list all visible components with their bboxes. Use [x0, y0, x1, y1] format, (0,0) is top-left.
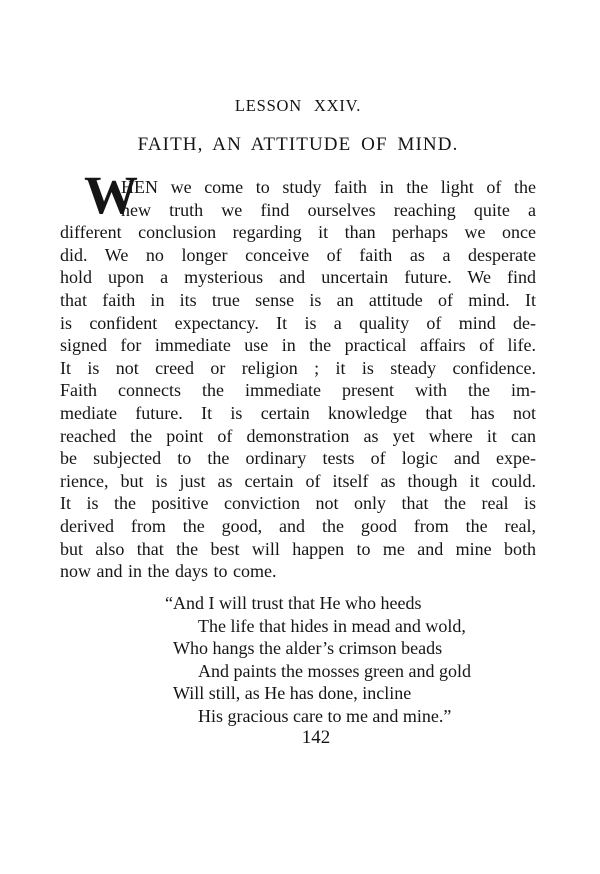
text-line: signed for immediate use in the practical affairs of life.: [60, 335, 536, 356]
text-line: hold upon a mysterious and uncertain future. We find: [60, 267, 536, 288]
text-line: derived from the good, and the good from the real,: [60, 515, 536, 536]
text-line: new truth we find ourselves reaching quite a: [121, 199, 536, 220]
text-line: It is the positive conviction not only that the real is: [60, 493, 536, 514]
poem-line: His gracious care to me and mine.”: [198, 705, 452, 726]
drop-cap: W: [84, 165, 138, 225]
poem: [165, 592, 471, 728]
paragraph: [60, 165, 536, 583]
poem-line: The life that hides in mead and wold,: [198, 615, 466, 636]
text-line: It is not creed or religion ; it is steady confidence.: [60, 357, 536, 378]
page-number: 142: [301, 727, 331, 748]
text-line: Faith connects the immediate present with the im-: [60, 380, 536, 401]
text-line: is confident expectancy. It is a quality of mind de-: [60, 312, 536, 333]
text-line: rience, but is just as certain of itself as though it could.: [60, 470, 536, 491]
text-line: reached the point of demonstration as yet where it can: [60, 425, 536, 446]
text-line: now and in the days to come.: [60, 561, 277, 582]
lesson-header: LESSON XXIV.: [234, 96, 362, 115]
poem-line: Will still, as He has done, incline: [173, 683, 412, 704]
text-line: that faith in its true sense is an attitude of mind. It: [60, 289, 536, 310]
text-line: but also that the best will happen to me and mine both: [60, 538, 536, 559]
poem-line: “And I will trust that He who heeds: [165, 593, 422, 613]
chapter-title: FAITH, AN ATTITUDE OF MIND.: [137, 134, 459, 155]
text-line: mediate future. It is certain knowledge that has not: [60, 402, 536, 423]
text-line: different conclusion regarding it than perhaps we once: [60, 222, 536, 243]
poem-line: And paints the mosses green and gold: [198, 660, 471, 681]
text-line: HEN we come to study faith in the light of the: [121, 177, 536, 197]
poem-line: Who hangs the alder’s crimson beads: [173, 638, 443, 659]
text-line: be subjected to the ordinary tests of logic and expe-: [60, 448, 536, 469]
text-line: did. We no longer conceive of faith as a desperate: [60, 244, 536, 265]
